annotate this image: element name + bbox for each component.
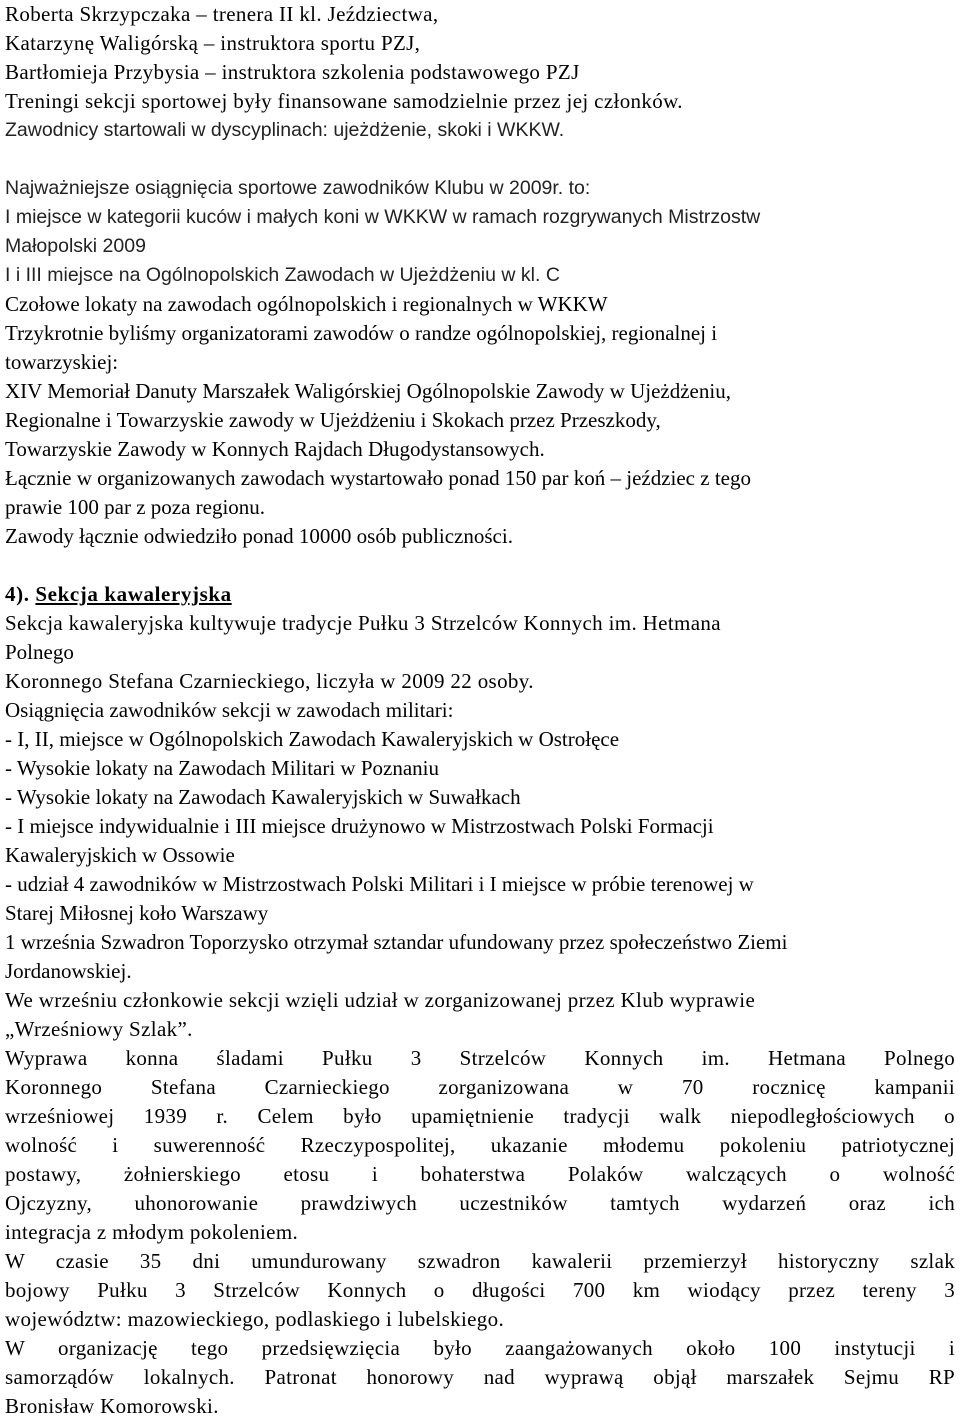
list-item: - Wysokie lokaty na Zawodach Kawaleryjskich w Suwałkach	[5, 785, 521, 809]
text-line: W czasie 35 dni umundurowany szwadron kawalerii przemierzył historyczny szlak	[5, 1249, 955, 1273]
text-line: samorządów lokalnych. Patronat honorowy nad wyprawą objął marszałek Sejmu RP	[5, 1365, 955, 1389]
text-line: Czołowe lokaty na zawodach ogólnopolskich i regionalnych w WKKW	[5, 292, 608, 316]
text-line: Bronisław Komorowski.	[5, 1394, 219, 1418]
text-line: Jordanowskiej.	[5, 959, 132, 983]
text-line: Treningi sekcji sportowej były finansowane samodzielnie przez jej członków.	[5, 89, 683, 113]
list-item: - Wysokie lokaty na Zawodach Militari w Poznaniu	[5, 756, 439, 780]
text-line: Koronnego Stefana Czarnieckiego, liczyła w 2009 22 osoby.	[5, 669, 534, 693]
text-line: Łącznie w organizowanych zawodach wystartowało ponad 150 par koń – jeździec z tego	[5, 466, 751, 490]
text-line: województw: mazowieckiego, podlaskiego i lubelskiego.	[5, 1307, 505, 1331]
text-line: Kawaleryjskich w Ossowie	[5, 843, 235, 867]
document-page	[5, 0, 955, 1421]
text-line: Trzykrotnie byliśmy organizatorami zawodów o randze ogólnopolskiej, regionalnej i	[5, 321, 718, 345]
section-number: 4).	[5, 582, 30, 606]
spacer	[5, 145, 955, 174]
section-title: Sekcja kawaleryjska	[35, 582, 232, 606]
text-line: Osiągnięcia zawodników sekcji w zawodach militari:	[5, 698, 454, 722]
text-line: postawy, żołnierskiego etosu i bohaterstwa Polaków walczących o wolność	[5, 1162, 955, 1186]
text-line: Wyprawa konna śladami Pułku 3 Strzelców Konnych im. Hetmana Polnego	[5, 1046, 955, 1070]
text-line: Sekcja kawaleryjska kultywuje tradycje Pułku 3 Strzelców Konnych im. Hetmana	[5, 611, 721, 635]
text-line: Roberta Skrzypczaka – trenera II kl. Jeździectwa,	[5, 2, 439, 26]
text-line: bojowy Pułku 3 Strzelców Konnych o długości 700 km wiodący przez tereny 3	[5, 1278, 955, 1302]
text-line: Małopolski 2009	[5, 235, 146, 257]
text-line: Bartłomieja Przybysia – instruktora szkolenia podstawowego PZJ	[5, 60, 580, 84]
list-item: - I, II, miejsce w Ogólnopolskich Zawodach Kawaleryjskich w Ostrołęce	[5, 727, 620, 751]
list-item: - udział 4 zawodników w Mistrzostwach Polski Militari i I miejsce w próbie terenowej w	[5, 872, 754, 896]
text-line: I miejsce w kategorii kuców i małych koni w WKKW w ramach rozgrywanych Mistrzostw	[5, 206, 761, 228]
text-line: XIV Memoriał Danuty Marszałek Waligórskiej Ogólnopolskie Zawody w Ujeżdżeniu,	[5, 379, 731, 403]
text-line: prawie 100 par z poza regionu.	[5, 495, 266, 519]
section-heading	[5, 580, 955, 609]
text-line: W organizację tego przedsięwzięcia było zaangażowanych około 100 instytucji i	[5, 1336, 955, 1360]
text-line: 1 września Szwadron Toporzysko otrzymał sztandar ufundowany przez społeczeństwo Ziemi	[5, 930, 788, 954]
text-line: I i III miejsce na Ogólnopolskich Zawodach w Ujeżdżeniu w kl. C	[5, 264, 560, 286]
text-line: We wrześniu członkowie sekcji wzięli udział w zorganizowanej przez Klub wyprawie	[5, 988, 756, 1012]
list-item: - I miejsce indywidualnie i III miejsce drużynowo w Mistrzostwach Polski Formacji	[5, 814, 714, 838]
text-line: Zawody łącznie odwiedziło ponad 10000 osób publiczności.	[5, 524, 513, 548]
text-line: wolność i suwerenność Rzeczypospolitej, ukazanie młodemu pokoleniu patriotycznej	[5, 1133, 955, 1157]
text-line: integracja z młodym pokoleniem.	[5, 1220, 299, 1244]
text-line: wrześniowej 1939 r. Celem było upamiętnienie tradycji walk niepodległościowych o	[5, 1104, 955, 1128]
text-line: Regionalne i Towarzyskie zawody w Ujeżdżeniu i Skokach przez Przeszkody,	[5, 408, 661, 432]
spacer	[5, 551, 955, 580]
text-line: Starej Miłosnej koło Warszawy	[5, 901, 269, 925]
text-line: towarzyskiej:	[5, 350, 119, 374]
text-line: Ojczyzny, uhonorowanie prawdziwych uczestników tamtych wydarzeń oraz ich	[5, 1191, 955, 1215]
text-line: Towarzyskie Zawody w Konnych Rajdach Długodystansowych.	[5, 437, 545, 461]
achievements-heading: Najważniejsze osiągnięcia sportowe zawodników Klubu w 2009r. to:	[5, 177, 591, 199]
text-line: Polnego	[5, 640, 74, 664]
text-line: Katarzynę Waligórską – instruktora sportu PZJ,	[5, 31, 421, 55]
text-line: Koronnego Stefana Czarnieckiego zorganizowana w 70 rocznicę kampanii	[5, 1075, 955, 1099]
text-line: Zawodnicy startowali w dyscyplinach: ujeżdżenie, skoki i WKKW.	[5, 119, 565, 141]
text-line: „Wrześniowy Szlak”.	[5, 1017, 193, 1041]
